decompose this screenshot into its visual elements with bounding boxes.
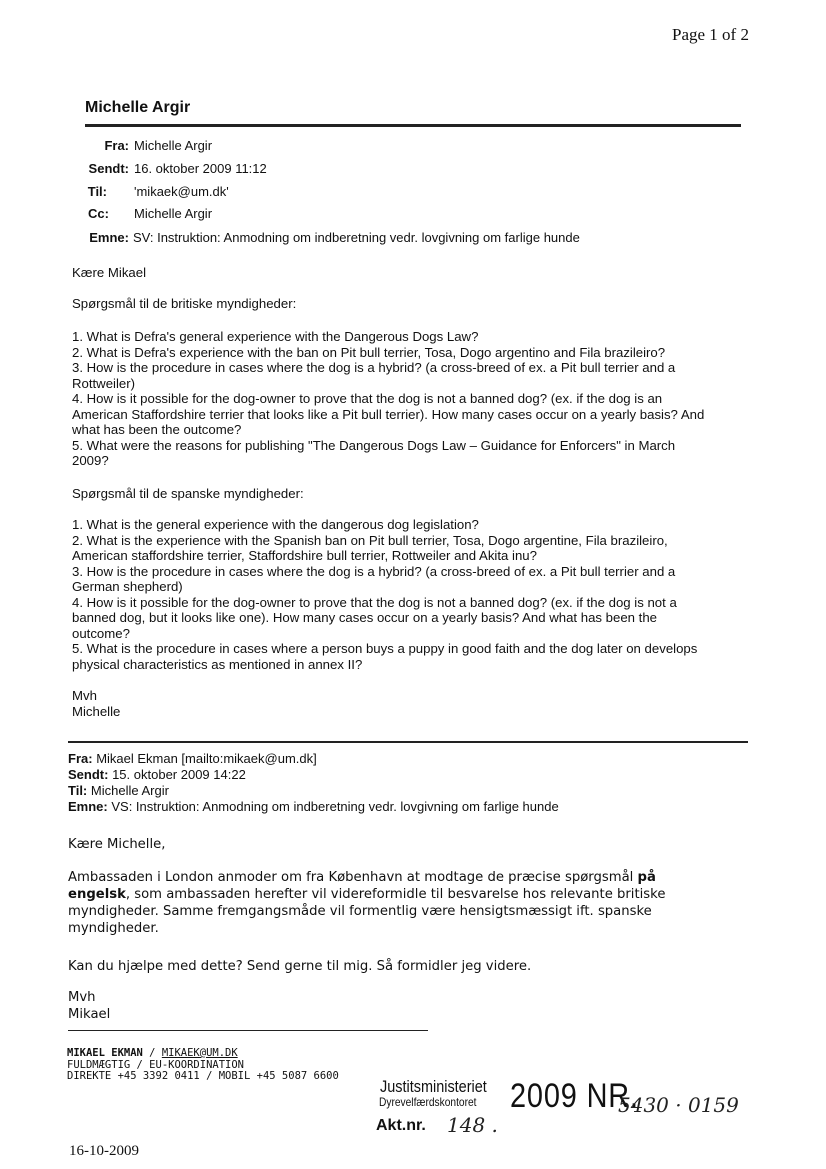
list-line: outcome? xyxy=(72,625,130,641)
header-key: Til: xyxy=(87,184,107,199)
closing-line: Mvh xyxy=(72,688,97,703)
header-key: Cc: xyxy=(88,206,109,221)
header-row-subject xyxy=(87,230,747,248)
email-divider xyxy=(68,741,748,743)
list-line: 4. How is it possible for the dog-owner to prove that the dog is not a banned dog? (ex. if the dog is not a xyxy=(72,594,677,610)
header-value: Michelle Argir xyxy=(90,783,169,798)
list-line: American Staffordshire terrier that looks like a Pit bull terrier). How many cases occur on a yearly basis? And xyxy=(72,406,705,422)
email2-closing xyxy=(68,989,110,1023)
paragraph-line: myndigheder. Samme fremgangsmåde vil formentlig være hensigtsmæssigt ift. spanske xyxy=(68,904,652,919)
email1-headers xyxy=(87,138,747,253)
es-heading: Spørgsmål til de spanske myndigheder: xyxy=(72,486,304,501)
footer-date: 16-10-2009 xyxy=(69,1143,139,1159)
signature-separator: / xyxy=(142,1047,162,1059)
closing-line: Mvh xyxy=(68,990,96,1005)
stamp-case-number-handwritten: 5430 · 0159 xyxy=(618,1093,739,1117)
list-line: banned dog, but it looks like one). How many cases occur on a yearly basis? And what has been the xyxy=(72,610,657,625)
stamp-year-nr: 2009 NR. xyxy=(510,1077,639,1115)
header-value: SV: Instruktion: Anmodning om indberetning vedr. lovgivning om farlige hunde xyxy=(133,230,580,245)
email1-closing xyxy=(72,688,120,719)
header-value: 15. oktober 2009 14:22 xyxy=(112,767,246,782)
list-line: 2009? xyxy=(72,453,109,468)
header-value: Michelle Argir xyxy=(134,138,213,153)
header-value: 16. oktober 2009 11:12 xyxy=(134,161,267,176)
signature-line-name xyxy=(67,1048,339,1060)
email2-paragraph xyxy=(68,869,665,937)
email-title: Michelle Argir xyxy=(85,99,191,116)
bold-text: engelsk xyxy=(68,887,126,902)
header-value: 'mikaek@um.dk' xyxy=(134,184,229,199)
bold-text: på xyxy=(637,870,656,885)
list-line: 5. What were the reasons for publishing "The Dangerous Dogs Law – Guidance for Enforcers" in March xyxy=(72,437,676,453)
closing-line: Michelle xyxy=(72,703,121,719)
greeting: Kære Michelle, xyxy=(68,837,166,852)
header-row-cc xyxy=(87,206,747,224)
stamp-office: Dyrevelfærdskontoret xyxy=(379,1095,477,1109)
list-line: 4. How is it possible for the dog-owner to prove that the dog is not a banned dog? (ex. if the dog is an xyxy=(72,391,663,406)
signature-line-phone: DIREKTE +45 3392 0411 / MOBIL +45 5087 6600 xyxy=(67,1070,339,1082)
list-line: American staffordshire terrier, Staffordshire bull terrier, Rottweiler and Akita inu? xyxy=(72,548,537,563)
header-value: Mikael Ekman [mailto:mikaek@um.dk] xyxy=(96,751,317,766)
list-line: 2. What is the experience with the Spanish ban on Pit bull terrier, Tosa, Dogo argentine, Fila brazileiro, xyxy=(72,532,668,548)
header-row-to xyxy=(87,184,747,202)
signature xyxy=(67,1048,339,1083)
list-line: Rottweiler) xyxy=(72,375,136,391)
header-key: Fra: xyxy=(68,751,93,766)
stamp-akt-handwritten: 148 . xyxy=(447,1113,498,1137)
list-line: German shepherd) xyxy=(72,579,183,594)
email2-headers xyxy=(68,751,559,815)
email2-question: Kan du hjælpe med dette? Send gerne til mig. Så formidler jeg videre. xyxy=(68,959,532,974)
header-row-subject xyxy=(68,799,559,815)
page-number: Page 1 of 2 xyxy=(672,25,749,44)
signature-name: MIKAEL EKMAN xyxy=(67,1047,143,1059)
uk-questions xyxy=(72,329,704,469)
es-questions xyxy=(72,517,697,672)
header-key: Sendt: xyxy=(88,161,129,176)
paragraph-line: myndigheder. xyxy=(68,921,159,936)
closing-line: Mikael xyxy=(68,1007,111,1022)
greeting: Kære Mikael xyxy=(72,265,147,280)
header-key: Fra: xyxy=(104,138,129,153)
list-line: 3. How is the procedure in cases where the dog is a hybrid? (a cross-breed of ex. a Pit bull terrier and a xyxy=(72,563,676,579)
list-line: physical characteristics as mentioned in annex II? xyxy=(72,656,363,672)
header-key: Emne: xyxy=(68,799,108,814)
header-row-from xyxy=(87,138,747,156)
header-key: Sendt: xyxy=(68,767,109,782)
list-line: 1. What is the general experience with the dangerous dog legislation? xyxy=(72,517,479,532)
title-rule xyxy=(85,124,741,127)
uk-heading: Spørgsmål til de britiske myndigheder: xyxy=(72,296,297,311)
stamp-akt-label: Akt.nr. xyxy=(376,1117,426,1134)
header-value: VS: Instruktion: Anmodning om indberetning vedr. lovgivning om farlige hunde xyxy=(111,799,559,814)
signature-line-title: FULDMÆGTIG / EU-KOORDINATION xyxy=(67,1058,245,1071)
text-span: , som ambassaden herefter vil videreformidle til besvarelse hos relevante britiske xyxy=(125,887,666,902)
list-line: 1. What is Defra's general experience with the Dangerous Dogs Law? xyxy=(72,329,479,344)
list-line: what has been the outcome? xyxy=(72,422,242,437)
text-span: Ambassaden i London anmoder om fra København at modtage de præcise spørgsmål xyxy=(68,870,638,885)
header-row-to xyxy=(68,783,559,799)
signature-rule xyxy=(68,1030,428,1031)
paragraph-line xyxy=(68,886,665,903)
list-line: 3. How is the procedure in cases where the dog is a hybrid? (a cross-breed of ex. a Pit bull terrier and a xyxy=(72,360,676,375)
stamp-ministry: Justitsministeriet xyxy=(380,1077,487,1096)
paragraph-line xyxy=(68,869,665,886)
header-row-from xyxy=(68,751,559,767)
header-row-sent xyxy=(68,767,559,783)
header-key: Til: xyxy=(68,783,88,798)
list-line: 5. What is the procedure in cases where a person buys a puppy in good faith and the dog later on develops xyxy=(72,641,698,656)
list-line: 2. What is Defra's experience with the ban on Pit bull terrier, Tosa, Dogo argentino and Fila brazileiro? xyxy=(72,344,666,360)
signature-email-link[interactable]: MIKAEK@UM.DK xyxy=(161,1047,238,1059)
header-value: Michelle Argir xyxy=(134,206,213,221)
header-row-sent xyxy=(87,161,747,179)
header-key: Emne: xyxy=(89,230,129,245)
